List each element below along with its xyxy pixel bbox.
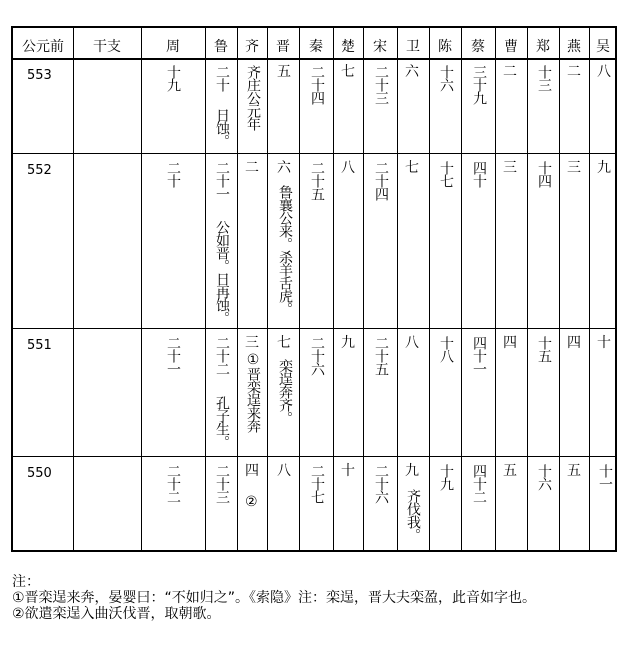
header-yan: 燕 (567, 39, 581, 55)
cao-cell: 三 (503, 160, 517, 176)
zheng-cell: 十五 (536, 336, 552, 362)
column-divider (267, 28, 268, 550)
column-divider (141, 28, 142, 550)
column-divider (461, 28, 462, 550)
year-cell: 550 (27, 466, 52, 481)
header-wei: 卫 (406, 39, 420, 55)
zhou-cell: 二十二 (165, 464, 181, 503)
row-divider (13, 328, 615, 329)
footnote-2: ②欲遣栾逞入曲沃伐晋，取朝歌。 (12, 606, 221, 622)
yan-cell: 五 (567, 463, 581, 479)
zheng-cell: 十六 (536, 464, 552, 490)
jin-note: 鲁襄公来。杀羊舌虎。 (277, 185, 293, 315)
year-cell: 552 (27, 163, 52, 178)
cao-cell: 二 (503, 64, 517, 80)
column-divider (527, 28, 528, 550)
qin-cell: 二十六 (309, 336, 325, 375)
header-year-bce: 公元前 (22, 39, 64, 55)
chu-cell: 十 (341, 463, 355, 479)
chen-cell: 十七 (438, 161, 454, 187)
header-wu: 吴 (596, 39, 610, 55)
yan-cell: 二 (567, 64, 581, 80)
lu-note: 公如晋。日再蚀。 (214, 220, 230, 324)
lu-cell: 二十三 (214, 464, 230, 503)
song-cell: 二十六 (373, 464, 389, 503)
lu-note: 孔子生。 (214, 396, 230, 448)
wei-note: 齐伐我。 (405, 489, 421, 541)
footnote-1: ①晋栾逞来奔，晏婴曰：“不如归之”。《索隐》注：栾逞，晋大夫栾盈，此音如字也。 (12, 590, 537, 606)
header-jin: 晋 (276, 39, 290, 55)
qin-cell: 二十七 (309, 464, 325, 503)
qin-cell: 二十五 (309, 161, 325, 200)
chu-cell: 九 (341, 335, 355, 351)
chen-cell: 十九 (438, 464, 454, 490)
cai-cell: 四十一 (471, 336, 487, 375)
lu-cell: 二十一 (214, 161, 230, 200)
header-cao: 曹 (504, 39, 518, 55)
footnotes-label: 注： (12, 574, 40, 590)
zheng-cell: 十三 (536, 65, 552, 91)
lu-note: 日蚀。 (214, 108, 230, 147)
jin-note: 栾逞奔齐。 (277, 359, 293, 424)
chen-cell: 十八 (438, 336, 454, 362)
qi-cell: 四 (245, 463, 259, 479)
jin-cell: 八 (277, 463, 291, 479)
header-chu: 楚 (341, 39, 355, 55)
wei-cell: 九 (405, 463, 419, 479)
year-cell: 551 (27, 338, 52, 353)
header-ganzhi: 干支 (93, 39, 121, 55)
year-cell: 553 (27, 68, 52, 83)
column-divider (559, 28, 560, 550)
header-qi: 齐 (245, 39, 259, 55)
wei-cell: 七 (405, 160, 419, 176)
zhou-cell: 二十一 (165, 336, 181, 375)
zheng-cell: 十四 (536, 161, 552, 187)
header-zheng: 郑 (536, 39, 550, 55)
chen-cell: 十六 (438, 65, 454, 91)
header-song: 宋 (373, 39, 387, 55)
column-divider (205, 28, 206, 550)
jin-cell: 五 (277, 64, 291, 80)
column-divider (333, 28, 334, 550)
cai-cell: 四十 (471, 161, 487, 187)
column-divider (73, 28, 74, 550)
song-cell: 二十三 (373, 65, 389, 104)
song-cell: 二十五 (373, 336, 389, 375)
header-cai: 蔡 (471, 39, 485, 55)
cao-cell: 四 (503, 335, 517, 351)
header-lu: 鲁 (214, 39, 228, 55)
jin-cell: 六 (277, 160, 291, 176)
column-divider (429, 28, 430, 550)
cai-cell: 三十九 (471, 65, 487, 104)
chu-cell: 八 (341, 160, 355, 176)
wei-cell: 八 (405, 335, 419, 351)
jin-cell: 七 (277, 335, 291, 351)
footnotes (12, 574, 536, 622)
zhou-cell: 二十 (165, 161, 181, 187)
chronology-table (11, 26, 617, 552)
yan-cell: 四 (567, 335, 581, 351)
column-divider (397, 28, 398, 550)
header-qin: 秦 (309, 39, 323, 55)
lu-cell: 二十 (214, 65, 230, 91)
qi-cell: 三 (245, 335, 259, 351)
chu-cell: 七 (341, 64, 355, 80)
qi-cell: 齐庄公元年 (245, 65, 261, 130)
header-zhou: 周 (166, 39, 180, 55)
cai-cell: 四十二 (471, 464, 487, 503)
header-divider (13, 58, 615, 60)
column-divider (299, 28, 300, 550)
lu-cell: 二十二 (214, 336, 230, 375)
yan-cell: 三 (567, 160, 581, 176)
qi-cell: 二 (245, 160, 259, 176)
column-divider (589, 28, 590, 550)
wu-cell: 十 (597, 335, 611, 351)
qi-note: ② (245, 494, 258, 510)
wei-cell: 六 (405, 64, 419, 80)
row-divider (13, 153, 615, 154)
header-chen: 陈 (438, 39, 452, 55)
column-divider (495, 28, 496, 550)
wu-cell: 九 (597, 160, 611, 176)
song-cell: 二十四 (373, 161, 389, 200)
zhou-cell: 十九 (165, 65, 181, 91)
column-divider (237, 28, 238, 550)
qin-cell: 二十四 (309, 65, 325, 104)
row-divider (13, 456, 615, 457)
qi-note: ①晋栾逞来奔 (245, 352, 261, 432)
cao-cell: 五 (503, 463, 517, 479)
wu-cell: 八 (597, 64, 611, 80)
wu-cell: 十一 (597, 464, 613, 490)
column-divider (363, 28, 364, 550)
